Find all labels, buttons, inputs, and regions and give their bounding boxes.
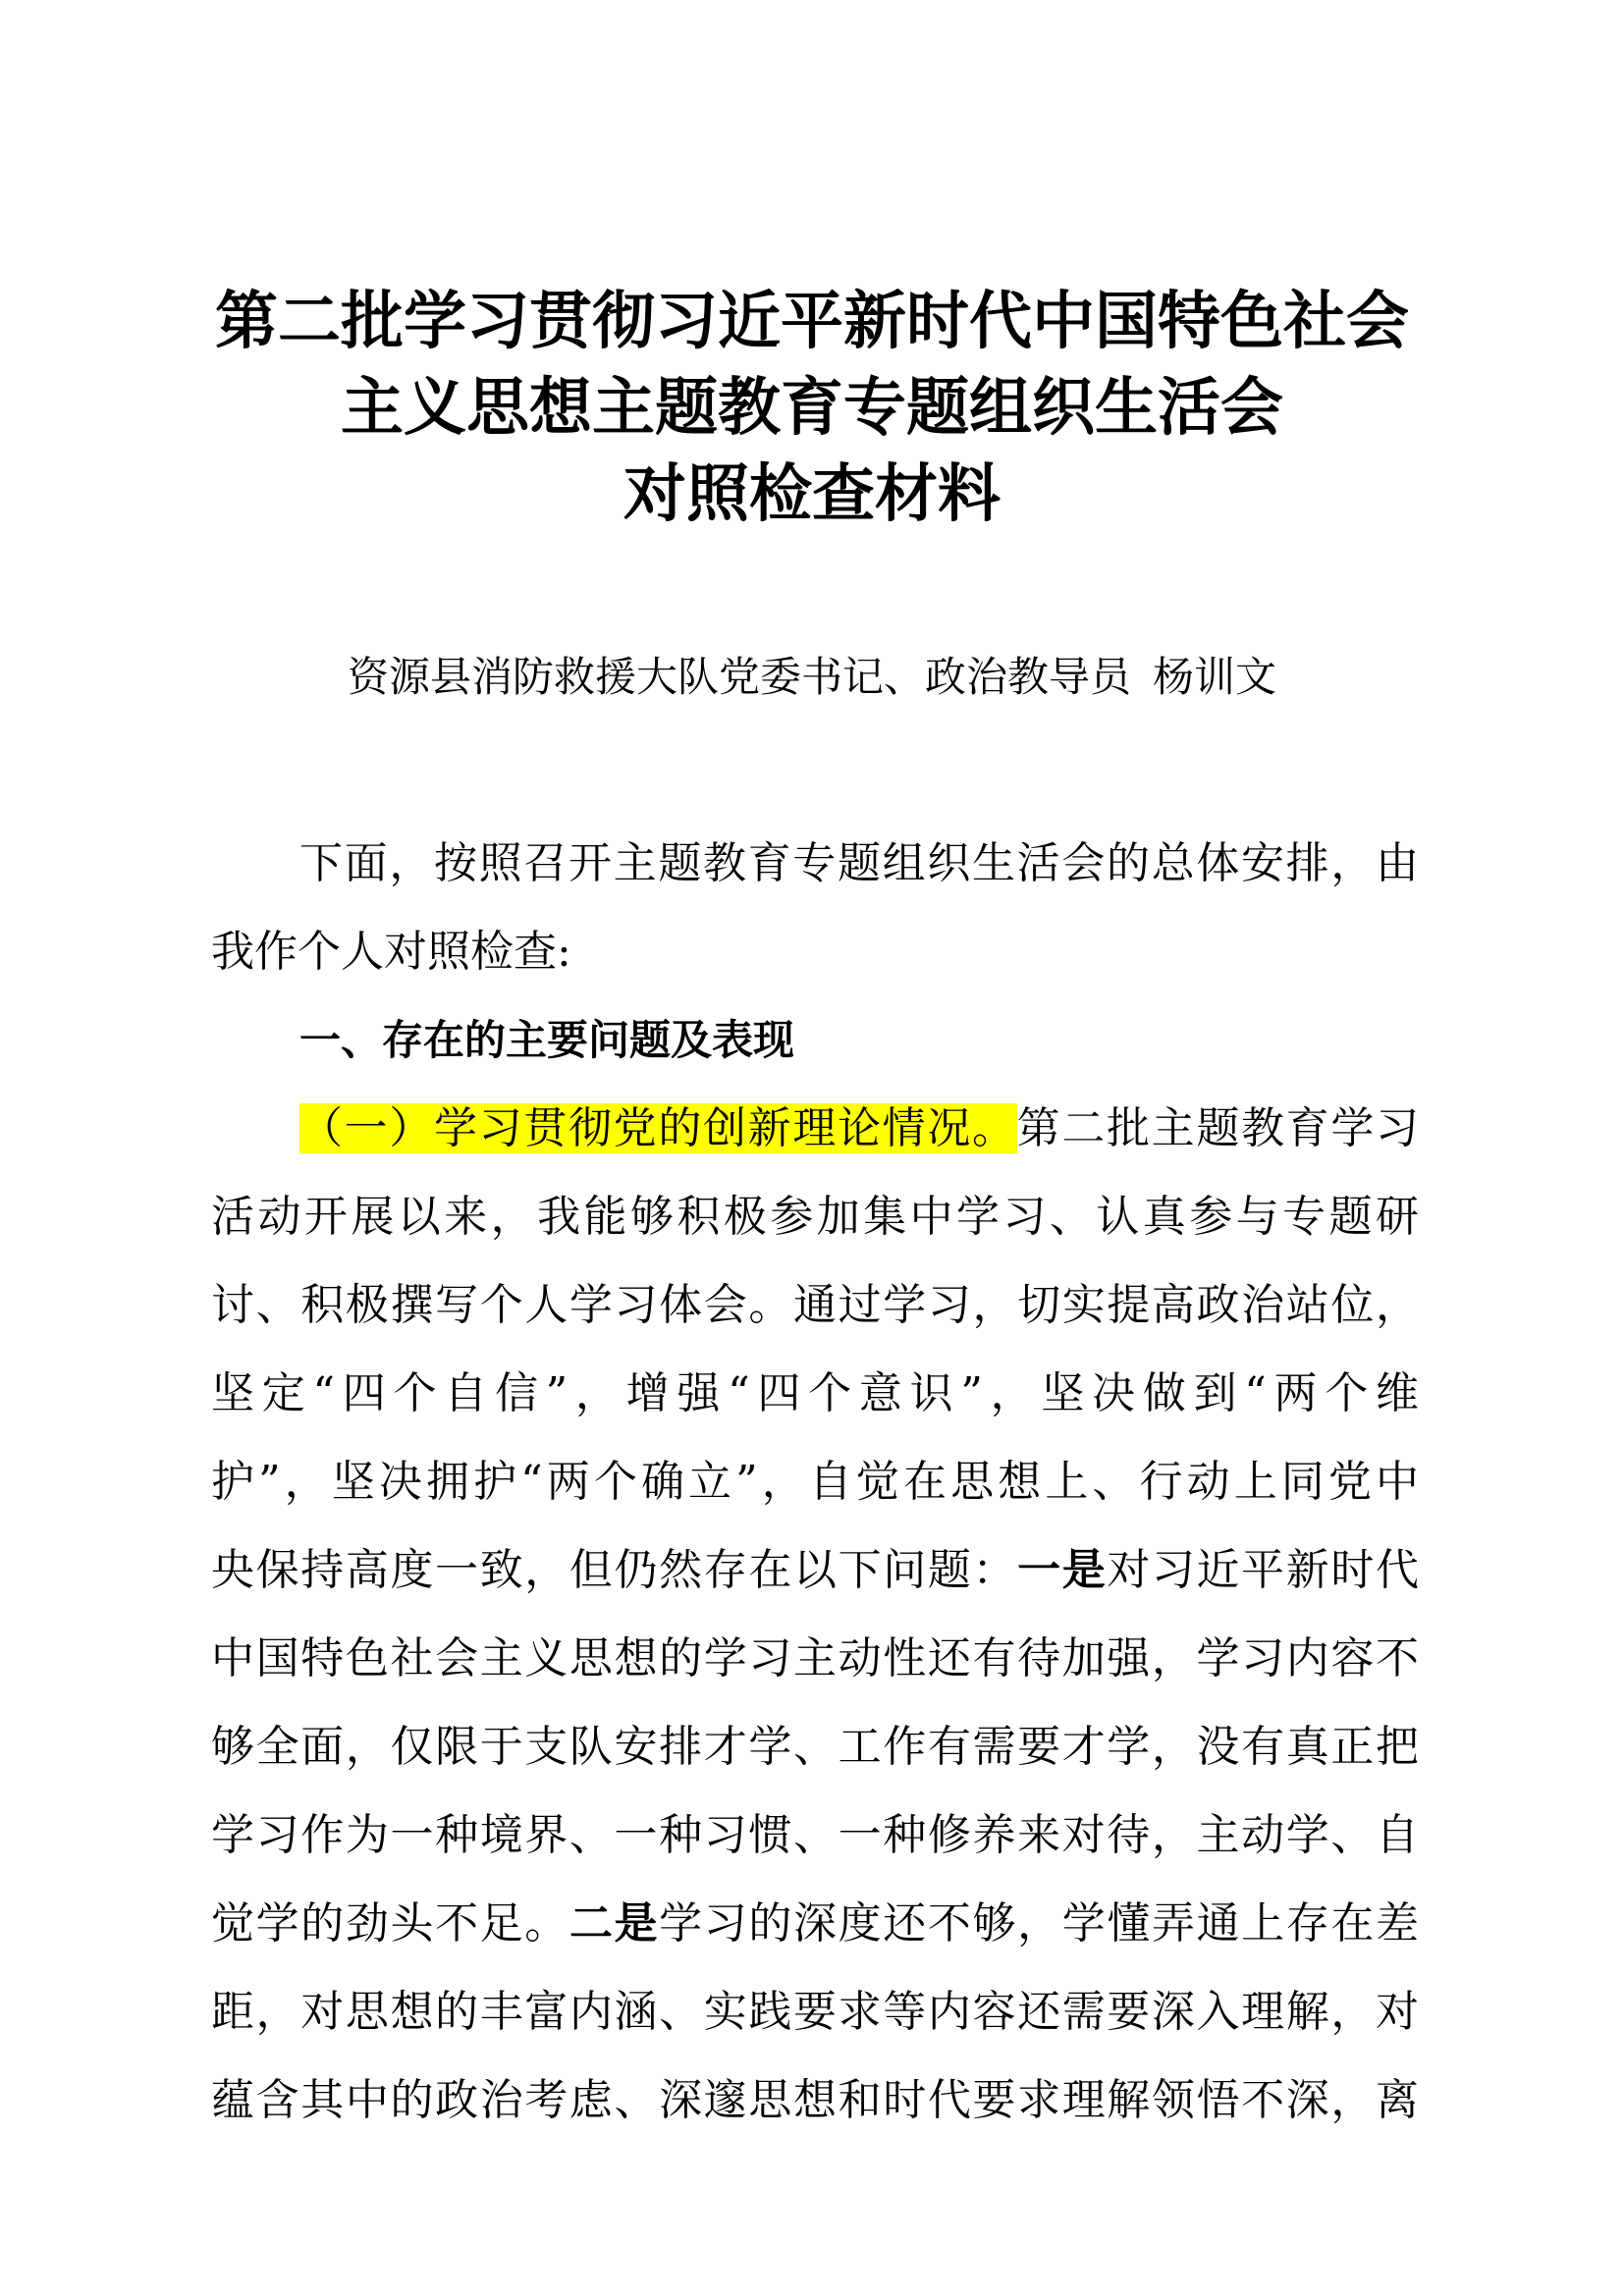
author-name: 杨训文 — [1153, 653, 1277, 701]
paragraph-line: 坚定“四个自信”，增强“四个意识”，坚决做到“两个维 — [211, 1368, 1419, 1418]
paragraph-line: 讨、积极撰写个人学习体会。通过学习，切实提高政治站位， — [211, 1280, 1419, 1330]
bold-marker-ershi: 二是 — [568, 1898, 660, 1949]
text-before: 觉学的劲头不足。 — [211, 1898, 569, 1949]
author-line — [0, 648, 1624, 707]
paragraph-line: 够全面，仅限于支队安排才学、工作有需要才学，没有真正把 — [211, 1722, 1419, 1772]
text-after: 对习近平新时代 — [1107, 1545, 1420, 1595]
author-position: 资源县消防救援大队党委书记、政治教导员 — [347, 653, 1131, 701]
paragraph-line-yishi — [211, 1526, 1419, 1615]
intro-line-2: 我作个人对照检查: — [211, 927, 571, 977]
document-title — [0, 279, 1624, 538]
subsection-highlight: （一）学习贯彻党的创新理论情况。 — [299, 1103, 1017, 1153]
paragraph-line: 活动开展以来，我能够积极参加集中学习、认真参与专题研 — [211, 1192, 1419, 1242]
document-body — [211, 820, 1419, 2145]
text-after: 学习的深度还不够，学懂弄通上存在差 — [659, 1898, 1420, 1949]
section-heading: 一、存在的主要问题及表现 — [299, 1016, 795, 1064]
paragraph-line: 护”，坚决拥护“两个确立”，自觉在思想上、行动上同党中 — [211, 1457, 1419, 1507]
text-before: 央保持高度一致，但仍然存在以下问题： — [211, 1545, 1018, 1595]
intro-line-1: 下面，按照召开主题教育专题组织生活会的总体安排，由 — [299, 838, 1419, 888]
bold-marker-yishi: 一是 — [1017, 1545, 1108, 1595]
paragraph-line: 中国特色社会主义思想的学习主动性还有待加强，学习内容不 — [211, 1633, 1419, 1683]
paragraph-line: 学习作为一种境界、一种习惯、一种修养来对待，主动学、自 — [211, 1810, 1419, 1860]
title-line-3: 对照检查材料 — [623, 457, 1001, 531]
title-line-2: 主义思想主题教育专题组织生活会 — [341, 371, 1283, 445]
title-line-1: 第二批学习贯彻习近平新时代中国特色社会 — [215, 285, 1409, 358]
subsection-heading-line — [211, 1085, 1419, 1173]
paragraph-line: 距，对思想的丰富内涵、实践要求等内容还需要深入理解，对 — [211, 1987, 1419, 2037]
paragraph-line-ershi — [211, 1880, 1419, 1968]
paragraph-line: 蕴含其中的政治考虑、深邃思想和时代要求理解领悟不深，离 — [211, 2075, 1419, 2125]
subsection-rest: 第二批主题教育学习 — [1016, 1103, 1420, 1153]
